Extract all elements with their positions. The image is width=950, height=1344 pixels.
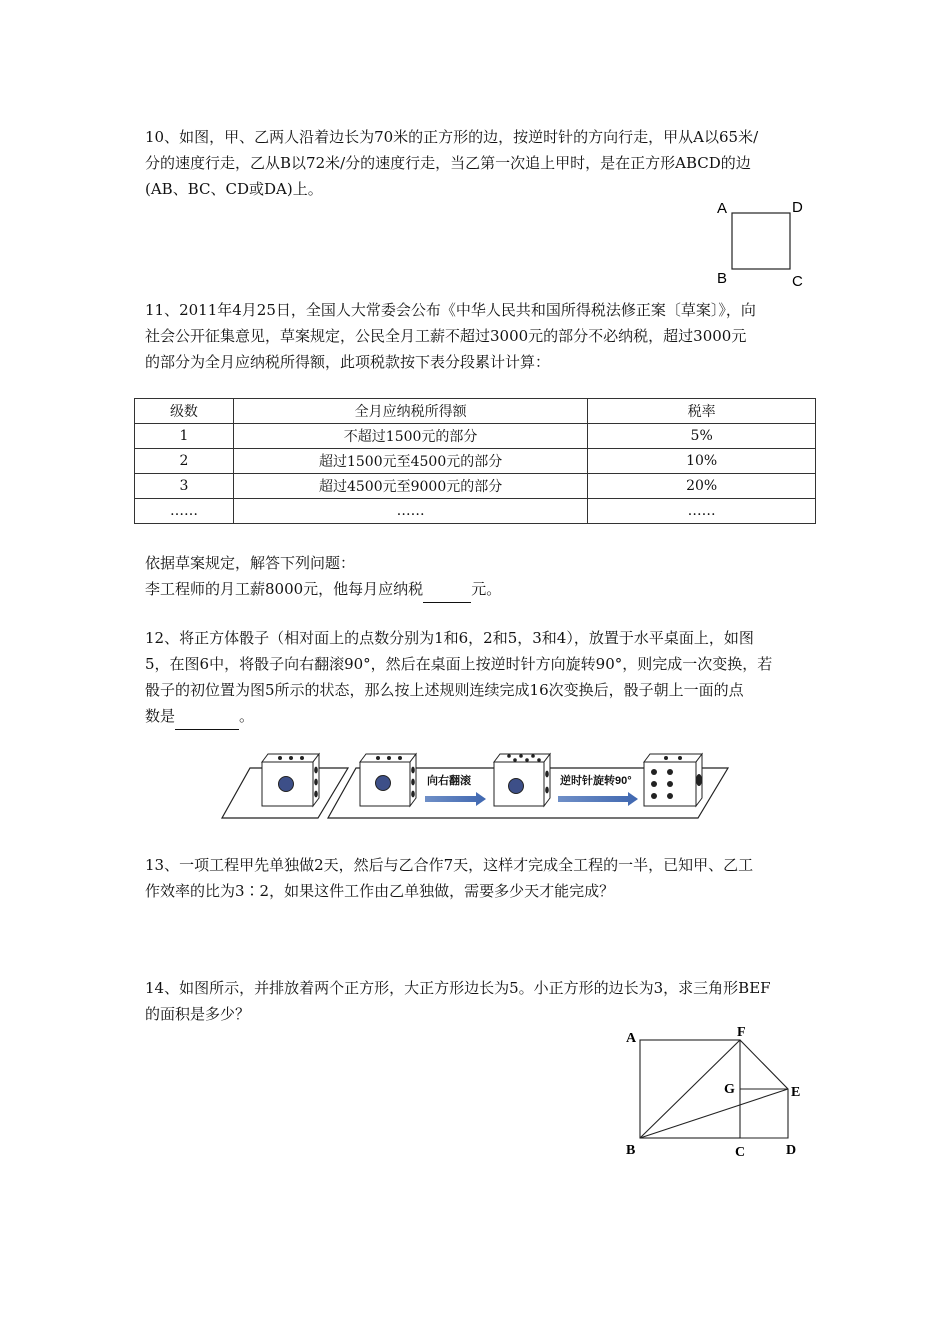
- table-cell: 1: [135, 424, 234, 449]
- q11-after-line-1: 依据草案规定，解答下列问题：: [145, 554, 356, 572]
- q10-label-b: B: [717, 270, 728, 287]
- die-2: [360, 754, 416, 806]
- q13-line-1: 13、一项工程甲先单独做2天，然后与乙合作7天，这样才完成全工程的一半，已知甲、乙工: [145, 856, 754, 874]
- q10-line-1: 10、如图，甲、乙两人沿着边长为70米的正方形的边，按逆时针的方向行走，甲从A以65米/: [145, 128, 759, 146]
- table-cell: 5%: [588, 424, 816, 449]
- table-header: 全月应纳税所得额: [233, 399, 587, 424]
- q12-line-2: 5，在图6中，将骰子向右翻滚90°，然后在桌面上按逆时针方向旋转90°，则完成一次变换，若: [145, 655, 773, 673]
- table-cell: 10%: [588, 449, 816, 474]
- q10-line-2: 分的速度行走，乙从B以72米/分的速度行走，当乙第一次追上甲时，是在正方形ABCD的边: [145, 154, 751, 172]
- table-row: [135, 424, 816, 449]
- table-header: 税率: [588, 399, 816, 424]
- q10-square-figure: [708, 195, 813, 290]
- tax-table: [134, 398, 816, 524]
- rotate-ccw-arrow: [558, 773, 638, 806]
- q11-after: [145, 550, 810, 603]
- answer-blank: [423, 576, 471, 603]
- q14-label-b: B: [626, 1143, 636, 1158]
- table-cell: 3: [135, 474, 234, 499]
- roll-right-arrow: [425, 773, 486, 806]
- table-cell: 20%: [588, 474, 816, 499]
- q14-label-e: E: [791, 1085, 801, 1100]
- q11-text: [145, 297, 810, 375]
- q12-line-1: 12、将正方体骰子（相对面上的点数分别为1和6，2和5，3和4），放置于水平桌面上，如图: [145, 629, 754, 647]
- q10-square: [732, 213, 790, 269]
- die-4: [644, 754, 702, 806]
- q12-line-3: 骰子的初位置为图5所示的状态，那么按上述规则连续完成16次变换后，骰子朝上一面的点: [145, 681, 744, 699]
- table-header: 级数: [135, 399, 234, 424]
- q12-line-4: 数是: [145, 707, 176, 725]
- arrow-label-roll: 向右翻滚: [427, 775, 471, 787]
- table-cell: 不超过1500元的部分: [233, 424, 587, 449]
- table-header-row: [135, 399, 816, 424]
- answer-blank: [175, 703, 239, 730]
- arrow-label-rotate: 逆时针旋转90°: [560, 775, 632, 787]
- q14-label-d: D: [786, 1143, 797, 1158]
- q11-after-line-2: 李工程师的月工薪8000元，他每月应纳税: [145, 580, 424, 598]
- q13-line-2: 作效率的比为3∶2，如果这件工作由乙单独做，需要多少天才能完成？: [145, 882, 615, 900]
- q12-line-4-end: 。: [239, 707, 255, 725]
- q14-label-c: C: [735, 1145, 746, 1160]
- q14-line-2: 的面积是多少？: [145, 1005, 251, 1023]
- q10-label-c: C: [792, 273, 803, 290]
- die-1: [262, 754, 319, 806]
- segment-be: [640, 1089, 788, 1138]
- table-cell: 超过1500元至4500元的部分: [233, 449, 587, 474]
- table-cell: 超过4500元至9000元的部分: [233, 474, 587, 499]
- q13-text: [145, 852, 810, 904]
- table-row: [135, 499, 816, 524]
- q11-line-2: 社会公开征集意见，草案规定，公民全月工薪不超过3000元的部分不必纳税，超过3000元: [145, 327, 747, 345]
- q11-after-line-2-end: 元。: [471, 580, 502, 598]
- table-cell: 2: [135, 449, 234, 474]
- q14-label-f: F: [737, 1025, 746, 1040]
- dice-figure: [220, 746, 732, 824]
- table-cell: ……: [588, 499, 816, 524]
- q11-line-3: 的部分为全月应纳税所得额，此项税款按下表分段累计计算：: [145, 353, 551, 371]
- table-cell: ……: [135, 499, 234, 524]
- q14-geometry-figure: [620, 1020, 810, 1165]
- q10-line-3: (AB、BC、CD或DA)上。: [145, 180, 323, 198]
- q14-label-a: A: [626, 1031, 637, 1046]
- table-cell: ……: [233, 499, 587, 524]
- q10-label-a: A: [717, 200, 728, 217]
- q11-line-1: 11、2011年4月25日，全国人大常委会公布《中华人民共和国所得税法修正案〔草案〕》，向: [145, 301, 756, 319]
- table-row: [135, 474, 816, 499]
- q14-label-g: G: [724, 1082, 735, 1097]
- table-row: [135, 449, 816, 474]
- q14-line-1: 14、如图所示，并排放着两个正方形，大正方形边长为5。小正方形的边长为3，求三角形BEF: [145, 979, 771, 997]
- die-3: [494, 754, 550, 806]
- q12-text: [145, 625, 810, 730]
- q10-text: [145, 124, 810, 202]
- q10-label-d: D: [792, 199, 803, 216]
